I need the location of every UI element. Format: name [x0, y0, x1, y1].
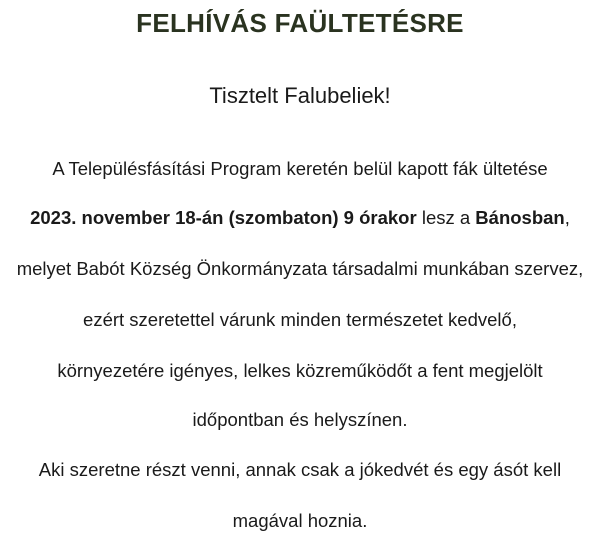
body-line-2-end: ,	[564, 207, 570, 228]
notice-title: FELHÍVÁS FAÜLTETÉSRE	[136, 8, 464, 38]
body-line-4: ezért szeretettel várunk minden természetet kedvelő,	[83, 309, 517, 330]
body-line-8: magával hoznia.	[232, 510, 368, 531]
greeting: Tisztelt Falubeliek!	[209, 83, 391, 108]
body-line-1: A Településfásítási Program keretén belül kapott fák ültetése	[52, 158, 548, 179]
body-line-7: Aki szeretne részt venni, annak csak a jókedvét és egy ásót kell	[38, 459, 562, 480]
body-line-2-mid: lesz a	[416, 207, 476, 228]
body-line-6: időpontban és helyszínen.	[192, 409, 408, 430]
event-date-time: 2023. november 18-án (szombaton) 9 órakor	[30, 207, 417, 228]
body-line-2	[0, 207, 600, 229]
body-line-5: környezetére igényes, lelkes közreműködőt a fent megjelölt	[57, 360, 543, 381]
body-line-3: melyet Babót Község Önkormányzata társadalmi munkában szervez,	[16, 258, 584, 279]
event-location: Bánosban	[475, 207, 565, 228]
